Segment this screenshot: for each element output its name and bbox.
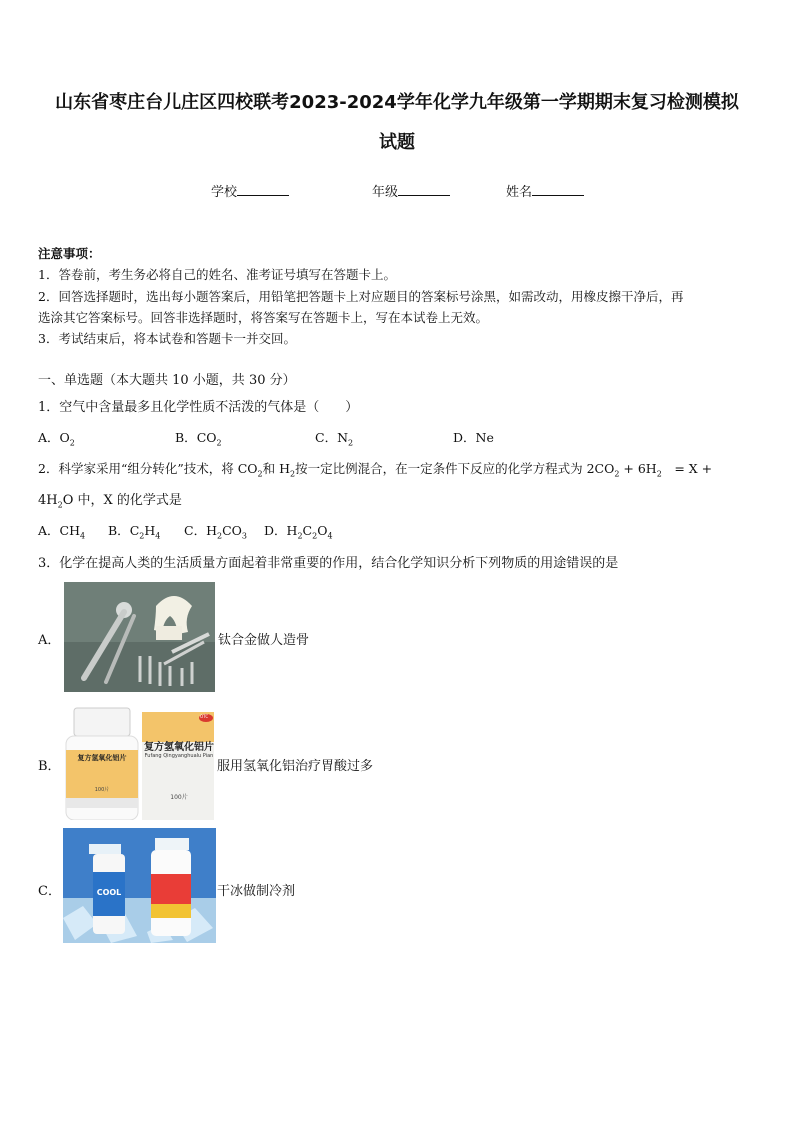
aluminum-hydroxide-image: [64, 706, 214, 820]
question-2-stem-line1: 2．科学家采用“组分转化”技术，将 $CO_2$和 $H_2$按一定比例混合，在一定条件下反应的化学方程式为 $2CO_2 + 6H_2$ = X +: [38, 461, 713, 479]
grade-label: 年级: [372, 185, 399, 200]
q3-option-a-caption: 钛合金做人造骨: [218, 633, 310, 648]
q3-option-a-label[interactable]: A．: [38, 633, 61, 648]
bottle-title: 复方氢氧化铝片: [77, 754, 127, 762]
coolant-spray-drawing: [63, 828, 216, 943]
titanium-bone-drawing: [64, 582, 215, 692]
box-count: 100片: [170, 794, 188, 801]
q2-option-c[interactable]: C．$H_2CO_3$: [184, 523, 247, 541]
name-blank[interactable]: [532, 182, 584, 196]
question-1-stem: 1．空气中含量最多且化学性质不活泼的气体是（ ）: [38, 400, 359, 415]
can-label: COOL: [96, 888, 122, 897]
name-label: 姓名: [506, 185, 533, 200]
q1-option-d[interactable]: D．Ne: [453, 430, 494, 445]
notice-item: 2．回答选择题时，选出每小题答案后，用铅笔把答题卡上对应题目的答案标号涂黑，如需改动，用橡皮擦干净后，再: [38, 289, 684, 304]
otc-badge: OTC: [200, 714, 209, 719]
grade-field: [372, 181, 450, 200]
box-title: 复方氢氧化铝片: [144, 742, 214, 753]
q3-option-b-label[interactable]: B．: [38, 759, 61, 774]
grade-blank[interactable]: [398, 182, 450, 196]
box-pinyin: Fufang Qingyanghualu Pian: [144, 753, 214, 759]
q2-option-b[interactable]: B．$C_2H_4$: [108, 523, 161, 541]
question-2-stem-line2: $4H_2O$ 中，X 的化学式是: [38, 493, 182, 510]
school-label: 学校: [211, 185, 238, 200]
q3-option-c-caption: 干冰做制冷剂: [217, 884, 296, 899]
exam-title-line1: 山东省枣庄台儿庄区四校联考2023-2024学年化学九年级第一学期期末复习检测模拟: [55, 92, 739, 113]
name-field: [506, 181, 584, 200]
q2-option-d[interactable]: D．$H_2C_2O_4$: [264, 523, 333, 541]
school-blank[interactable]: [237, 182, 289, 196]
question-3-stem: 3．化学在提高人类的生活质量方面起着非常重要的作用，结合化学知识分析下列物质的用途错误的是: [38, 556, 619, 571]
notice-item: 3．考试结束后，将本试卷和答题卡一并交回。: [38, 331, 296, 346]
notice-item: 选涂其它答案标号。回答非选择题时，将答案写在答题卡上，写在本试卷上无效。: [38, 310, 489, 325]
notice-heading: 注意事项：: [38, 246, 101, 261]
q1-option-c[interactable]: C．$N_2$: [315, 430, 354, 448]
school-field: [211, 181, 289, 200]
q2-option-a[interactable]: A．$CH_4$: [38, 523, 86, 541]
titanium-bone-image: [64, 582, 215, 692]
bottle-count: 100片: [94, 787, 110, 793]
section-heading: 一、单选题（本大题共 10 小题，共 30 分）: [38, 373, 296, 388]
exam-title-line2: 试题: [379, 132, 415, 153]
notice-item: 1．答卷前，考生务必将自己的姓名、准考证号填写在答题卡上。: [38, 267, 396, 282]
medicine-drawing: [64, 706, 214, 820]
q3-option-b-caption: 服用氢氧化铝治疗胃酸过多: [217, 759, 374, 774]
dry-ice-coolant-image: [63, 828, 216, 943]
q3-option-c-label[interactable]: C．: [38, 884, 61, 899]
q1-option-b[interactable]: B．$CO_2$: [175, 430, 222, 448]
q1-option-a[interactable]: A．$O_2$: [38, 430, 75, 448]
